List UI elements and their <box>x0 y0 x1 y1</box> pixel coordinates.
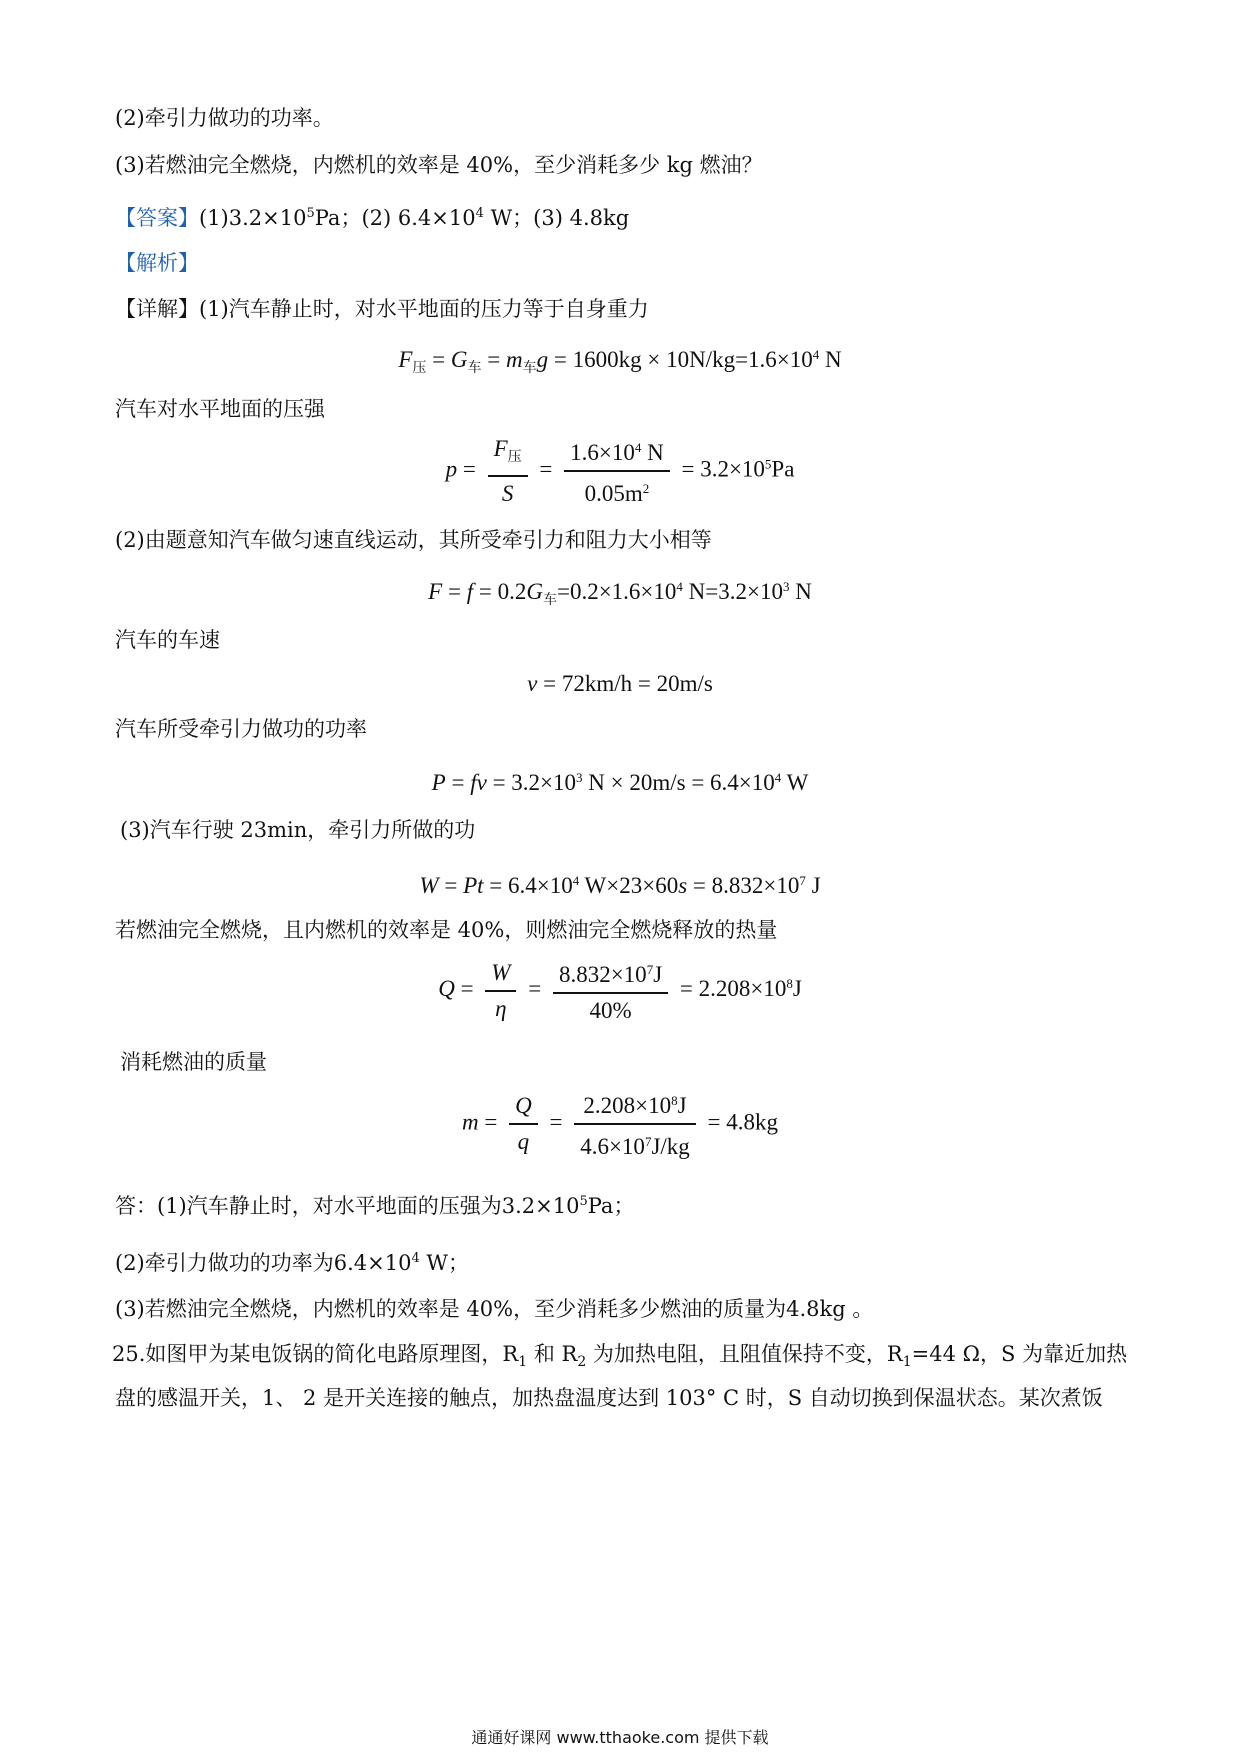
eq1-rest: = 1600kg × 10N/kg=1.6×10 <box>548 347 813 372</box>
eq8-den2-exp: 7 <box>644 1134 652 1149</box>
question-3-text: (3)若燃油完全燃烧，内燃机的效率是 40%，至少消耗多少 kg 燃油？ <box>115 153 763 177</box>
eq1-G: G <box>450 347 468 372</box>
eq7-equals-1: = <box>454 975 480 1001</box>
text-work: (3)汽车行驶 23min，牵引力所做的功 <box>120 818 476 842</box>
eq1-sub-che: 车 <box>467 361 482 376</box>
eq3-exp-2: 3 <box>782 579 790 594</box>
final-answer-2 <box>115 1244 469 1278</box>
text-speed: 汽车的车速 <box>115 628 220 652</box>
q25-sub-3: 1 <box>902 1354 912 1370</box>
eq3-mid: = 0.2 <box>473 579 527 604</box>
detail-tag: 【详解】 <box>115 297 199 321</box>
final-answer-1 <box>115 1187 634 1221</box>
answer-tag: 【答案】 <box>115 206 199 230</box>
eq3-rest: =0.2×1.6×10 <box>556 579 677 604</box>
eq2-fraction-1 <box>488 434 528 509</box>
eq8-den2: 4.6×10 <box>580 1134 645 1159</box>
eq3-F: F <box>428 579 443 604</box>
eq5-rest: = 3.2×10 <box>486 770 577 795</box>
answer-exp-2: 4 <box>475 206 484 221</box>
eq1-F: F <box>398 347 413 372</box>
eq6-rest: = 6.4×10 <box>483 873 573 898</box>
eq5-exp-1: 3 <box>576 770 583 785</box>
detail-line <box>115 294 649 324</box>
eq6-mid: W×23×60 <box>579 873 679 898</box>
final-answer-1-value: 3.2×10 <box>501 1194 580 1218</box>
eq5-fv: fv <box>470 770 487 795</box>
eq3-sub-che: 车 <box>542 593 557 608</box>
answer-unit-1: Pa；(2) <box>314 206 398 230</box>
eq3-exp-1: 4 <box>676 579 683 594</box>
eq7-fraction-1 <box>485 958 516 1024</box>
equation-force <box>0 572 1240 616</box>
eq7-den-eta: η <box>495 995 507 1021</box>
eq2-equals-2: = <box>533 456 559 482</box>
eq1-m: m <box>506 347 523 372</box>
analysis-tag: 【解析】 <box>115 251 199 275</box>
eq6-s: s <box>678 873 688 898</box>
eq7-num2: 8.832×10 <box>558 962 647 987</box>
text-power: 汽车所受牵引力做功的功率 <box>115 717 367 741</box>
eq2-exp: 5 <box>764 456 772 472</box>
eq1-equals-2: = <box>481 347 506 372</box>
answer-exp-1: 5 <box>306 206 315 221</box>
eq8-num-Q: Q <box>509 1091 538 1125</box>
eq3-unit: N <box>789 579 812 604</box>
equation-speed <box>0 669 1240 699</box>
eq3-G: G <box>526 579 543 604</box>
question-2-text: (2)牵引力做功的功率。 <box>115 106 334 130</box>
eq8-rest: = 4.8kg <box>701 1109 779 1135</box>
equation-pressure <box>0 433 1240 509</box>
eq1-equals-1: = <box>426 347 451 372</box>
final-answer-1-text: 答：(1)汽车静止时，对水平地面的压强为 <box>115 1194 502 1218</box>
final-answer-3: (3)若燃油完全燃烧，内燃机的效率是 40%，至少消耗多少燃油的质量为4.8kg 。 <box>115 1297 874 1321</box>
question-25-line-2: 盘的感温开关，1、 2 是开关连接的触点，加热盘温度达到 103° C 时，S 自动切换到保温状态。某次煮饭 <box>115 1386 1103 1410</box>
detail-text: (1)汽车静止时，对水平地面的压力等于自身重力 <box>199 297 649 321</box>
page-footer: 通通好课网 www.tthaoke.com 提供下载 <box>471 1728 769 1747</box>
eq2-den-S: S <box>501 480 514 506</box>
eq8-fraction-2 <box>574 1086 696 1162</box>
eq2-num2-unit: N <box>641 440 664 465</box>
eq6-equals: = <box>438 873 464 898</box>
final-answer-2-value: 6.4×10 <box>333 1251 412 1275</box>
eq2-num-F: F <box>493 435 508 461</box>
equation-mass <box>0 1086 1240 1162</box>
eq3-mid-2: N=3.2×10 <box>682 579 783 604</box>
equation-power <box>0 763 1240 798</box>
eq2-num2-exp: 4 <box>634 440 642 455</box>
eq8-num2-exp: 8 <box>671 1093 678 1108</box>
eq7-Q: Q <box>438 975 455 1001</box>
eq2-num-sub: 压 <box>507 449 522 465</box>
eq7-num2-unit: J <box>653 962 663 987</box>
eq8-m: m <box>461 1109 479 1135</box>
eq2-den2-exp: 2 <box>642 481 650 496</box>
eq8-den2-unit: J/kg <box>651 1134 690 1159</box>
text-mass: 消耗燃油的质量 <box>120 1050 267 1074</box>
final-answer-1-unit: Pa； <box>587 1194 635 1218</box>
final-answer-2-exp: 4 <box>411 1251 420 1266</box>
eq7-equals-2: = <box>522 975 547 1001</box>
equation-gravity <box>0 340 1240 384</box>
eq2-fraction-2 <box>564 433 670 509</box>
eq2-den2: 0.05m <box>584 481 643 506</box>
q25-sub-1: 1 <box>518 1354 528 1370</box>
answer-part1-label: (1) <box>199 206 229 230</box>
eq4-v: v <box>527 671 538 696</box>
eq7-unit: J <box>792 975 802 1001</box>
q25-text-c: 为加热电阻，且阻值保持不变，R <box>586 1342 903 1366</box>
eq8-num2: 2.208×10 <box>583 1093 672 1118</box>
eq2-p: p <box>445 456 458 482</box>
eq5-mid: N × 20m/s = 6.4×10 <box>582 770 775 795</box>
question-25-line-1 <box>112 1339 1127 1377</box>
eq7-fraction-2 <box>553 955 668 1026</box>
eq5-unit: W <box>781 770 809 795</box>
text-heat: 若燃油完全燃烧，且内燃机的效率是 40%，则燃油完全燃烧释放的热量 <box>115 918 778 942</box>
eq8-equals-1: = <box>478 1109 504 1135</box>
eq2-num2: 1.6×10 <box>570 440 635 465</box>
answer-line <box>115 199 629 233</box>
final-answer-1-exp: 5 <box>579 1194 588 1209</box>
eq3-equals: = <box>442 579 467 604</box>
eq2-unit: Pa <box>771 456 795 482</box>
eq6-unit: J <box>805 873 821 898</box>
eq6-Pt: Pt <box>463 873 484 898</box>
eq1-exp: 4 <box>812 347 820 362</box>
eq2-rest: = 3.2×10 <box>675 456 765 482</box>
eq7-exp: 8 <box>786 975 793 991</box>
final-answer-2-unit: W； <box>419 1251 470 1275</box>
eq1-sub-ya: 压 <box>412 361 427 376</box>
eq7-den2: 40% <box>589 998 632 1023</box>
eq2-equals-1: = <box>457 456 482 482</box>
equation-work <box>0 866 1240 901</box>
eq8-den-q: q <box>517 1129 530 1154</box>
eq7-num2-exp: 7 <box>646 962 654 977</box>
eq5-equals: = <box>445 770 471 795</box>
text-uniform-motion: (2)由题意知汽车做匀速直线运动，其所受牵引力和阻力大小相等 <box>115 528 712 552</box>
eq7-rest: = 2.208×10 <box>674 975 787 1001</box>
eq6-exp-1: 4 <box>572 873 580 888</box>
equation-heat <box>0 955 1240 1026</box>
eq3-f: f <box>466 579 474 604</box>
eq6-rest-2: = 8.832×10 <box>687 873 800 898</box>
eq5-P: P <box>431 770 446 795</box>
eq8-equals-2: = <box>543 1109 569 1135</box>
eq5-exp-2: 4 <box>774 770 782 785</box>
q25-text-d: =44 Ω，S 为靠近加热 <box>911 1342 1128 1366</box>
q25-text-a: 25.如图甲为某电饭锅的简化电路原理图，R <box>112 1342 519 1366</box>
eq1-sub-che-2: 车 <box>522 361 537 376</box>
answer-value-2: 6.4×10 <box>397 206 476 230</box>
eq1-unit: N <box>819 347 842 372</box>
eq6-W: W <box>419 873 439 898</box>
eq8-fraction-1 <box>509 1091 538 1157</box>
eq1-g: g <box>536 347 549 372</box>
eq4-rest: = 72km/h = 20m/s <box>537 671 713 696</box>
q25-sub-2: 2 <box>577 1354 587 1370</box>
text-pressure-heading: 汽车对水平地面的压强 <box>115 397 325 421</box>
final-answer-2-text: (2)牵引力做功的功率为 <box>115 1251 334 1275</box>
eq7-num-W: W <box>485 958 516 992</box>
q25-text-b: 和 R <box>527 1342 578 1366</box>
eq6-exp-2: 7 <box>799 873 806 888</box>
answer-value-1: 3.2×10 <box>228 206 307 230</box>
answer-unit-2: W；(3) <box>483 206 570 230</box>
eq8-num2-unit: J <box>677 1093 687 1118</box>
answer-value-3: 4.8kg <box>569 206 630 230</box>
